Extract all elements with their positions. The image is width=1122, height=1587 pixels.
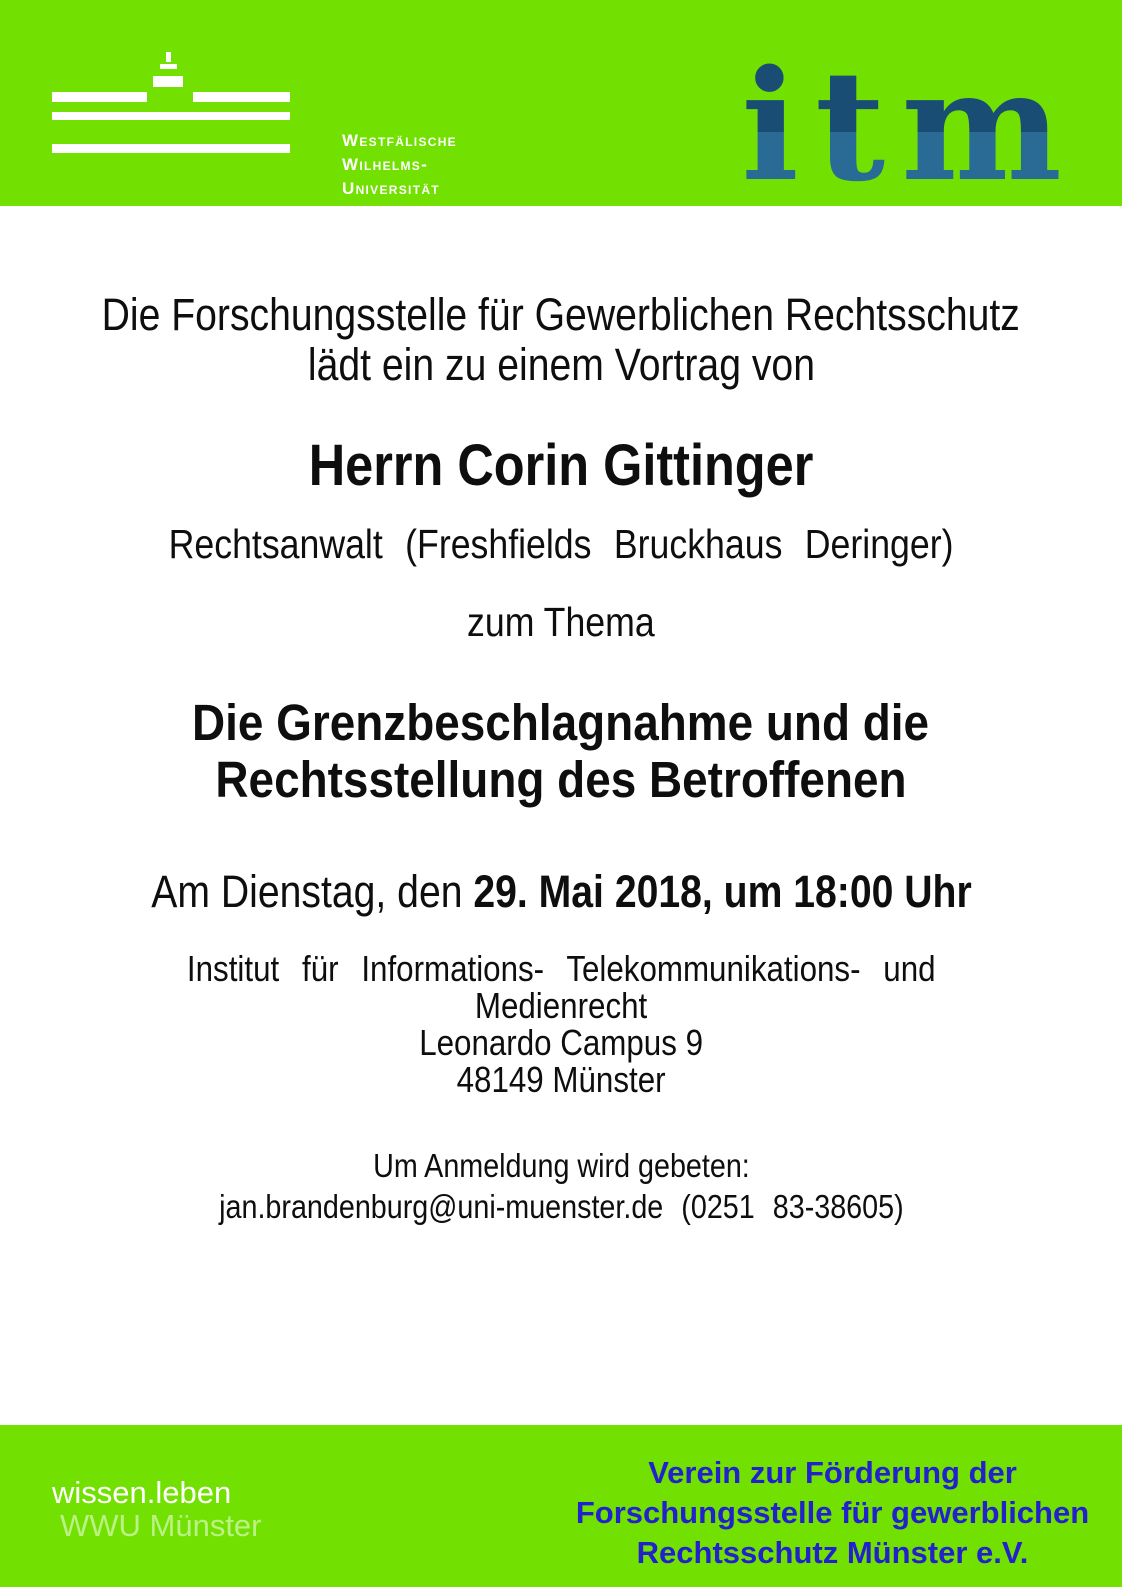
university-logo (52, 45, 457, 222)
claim-wwu-muenster: WWU Münster (60, 1508, 262, 1543)
invitation-intro-line2: lädt ein zu einem Vortrag von (307, 339, 815, 390)
venue-line3: Leonardo Campus 9 (419, 1022, 703, 1063)
lecture-topic-line2: Rechtsstellung des Betroffenen (215, 751, 907, 808)
lecture-topic-line1: Die Grenzbeschlagnahme und die (192, 694, 930, 751)
university-wordmark (342, 129, 457, 225)
venue-line2: Medienrecht (474, 985, 648, 1026)
castle-bar (52, 92, 147, 102)
topic-intro: zum Thema (467, 599, 655, 645)
university-wordmark-line2: Wilhelms-Universität (342, 155, 440, 198)
itm-logo: itm (741, 36, 1078, 215)
footer-banner (0, 1425, 1122, 1587)
invitation-intro-line1: Die Forschungsstelle für Gewerblichen Rechtsschutz (101, 289, 1021, 340)
castle-bar (52, 112, 290, 120)
castle-bar (193, 92, 290, 102)
lecture-topic (0, 694, 1122, 808)
castle-bar (160, 64, 177, 69)
registration-contact: jan.brandenburg@uni-muenster.de (0251 83-38605) (218, 1188, 904, 1225)
event-date-prefix: Am Dienstag, den (150, 866, 473, 917)
invitation-intro (0, 290, 1122, 390)
castle-bar (166, 52, 171, 62)
association-name (560, 1453, 1105, 1573)
claim-wissen-leben: wissen.leben (52, 1475, 232, 1510)
header-banner (0, 0, 1122, 222)
castle-bar (52, 144, 290, 153)
venue-address (0, 950, 1122, 1098)
event-date-time: 29. Mai 2018, um 18:00 Uhr (472, 866, 972, 917)
university-wordmark-line1: Westfälische (342, 131, 457, 150)
university-wordmark-line3: Münster (342, 203, 415, 222)
castle-bar (153, 76, 183, 87)
association-line2: Forschungsstelle für gewerblichen (575, 1495, 1090, 1530)
venue-line4: 48149 Münster (456, 1059, 666, 1100)
association-line3: Rechtsschutz Münster e.V. (636, 1535, 1029, 1570)
registration-note (0, 1145, 1122, 1227)
speaker-name: Herrn Corin Gittinger (308, 433, 814, 498)
registration-label: Um Anmeldung wird gebeten: (372, 1147, 750, 1184)
event-date (0, 866, 1122, 918)
association-line1: Verein zur Förderung der (648, 1455, 1017, 1490)
speaker-role: Rechtsanwalt (Freshfields Bruckhaus Deringer) (168, 521, 954, 567)
venue-line1: Institut für Informations- Telekommunikations- und (186, 948, 936, 989)
